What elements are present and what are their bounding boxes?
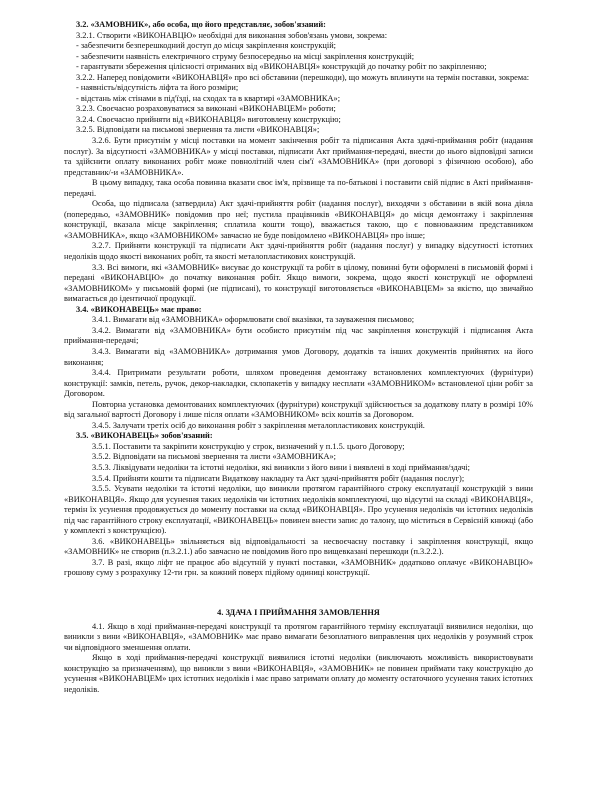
contract-clause: - наявність/відсутність ліфта та його розміри; xyxy=(76,83,239,93)
contract-clause: 3.2.2. Наперед повідомити «ВИКОНАВЦЯ» про всі обставини (перешкоди), що можуть вплинути на термін поставки, зокрема: xyxy=(76,72,530,82)
contract-clause: - забезпечити безперешкодний доступ до місця закріплення конструкцій; xyxy=(76,41,336,51)
contract-clause: - гарантувати збереження цілісності отриманих від «ВИКОНАВЦЯ» конструкцій до початку робіт по закріпленню; xyxy=(76,62,487,72)
contract-clause: 3.7. В разі, якщо ліфт не працює або відсутній у пункті поставки, «ЗАМОВНИК» додатково оплачує «ВИКОНАВЦЮ» грошову суму з розрахунку 12-ти грн. за кожний поверх підйому одиниці конструкції. xyxy=(64,557,533,578)
contract-clause: 3.4. «ВИКОНАВЕЦЬ» має право: xyxy=(76,304,202,314)
section-4-title: 4. ЗДАЧА І ПРИЙМАННЯ ЗАМОВЛЕННЯ xyxy=(217,607,380,617)
contract-clause: 3.4.2. Вимагати від «ЗАМОВНИКА» бути особисто присутнім під час закріплення конструкцій і підписання Акта приймання-передачі; xyxy=(64,325,533,346)
contract-clause: Повторна установка демонтованих комплектуючих (фурнітури) конструкції здійснюється за додаткову плату в розмірі 10% від загальної вартості Договору і лише після оплати «ЗАМОВНИКОМ» всіх коштів за Договором. xyxy=(64,399,533,420)
contract-clause: 3.2.7. Прийняти конструкції та підписати Акт здачі-прийняття робіт (надання послуг) у випадку відсутності істотних недоліків щодо якості виконаних робіт, та якості металопластикових конструкцій. xyxy=(64,241,533,262)
contract-clause: 3.5.4. Прийняти кошти та підписати Видаткову накладну та Акт здачі-прийняття робіт (надання послуг); xyxy=(92,473,465,483)
contract-section-4 xyxy=(64,622,533,696)
contract-clause: Особа, що підписала (затвердила) Акт здачі-прийняття робіт (надання послуг), виходячи з обставини в якій вона діяла (попередньо, «ЗАМОВНИК» повідомив про неї; пустила працівників «ВИКОНАВЦЯ» до місця демонтажу і закріплення конструкції, вказала місце закріплення; сплатила кошти тощо), вважається такою, що є повноважним представником «ЗАМОВНИКА», якщо «ЗАМОВНИКОМ» завчасно не буде повідомлено «ВИКОНАВЦЯ» про інше; xyxy=(64,199,533,240)
contract-clause: 3.3. Всі вимоги, які «ЗАМОВНИК» висуває до конструкції та робіт в цілому, повинні бути оформлені в письмовій формі і передані «ВИКОНАВЦЮ» до початку виконання робіт. Якщо вимоги, зокрема, щодо якості конструкції не оформлені «ЗАМОВНИКОМ» у письмовій формі (не підписані), то конструкції виготовляється «ВИКОНАВЦЕМ» за якістю, що звичайно вимагається до ідентичної продукції. xyxy=(64,262,533,304)
clause-4-1-continued: Якщо в ході приймання-передачі конструкції виявилися істотні недоліки (виключають можливість використовувати конструкцію за призначенням), що виникли з вини «ВИКОНАВЦЯ», «ЗАМОВНИК» не повинен приймати таку конструкцію до усунення «ВИКОНАВЦЕМ» цих істотних недоліків і має право затримати оплату до моменту остаточного усунення таких істотних недоліків. xyxy=(64,653,533,694)
contract-clause: 3.5. «ВИКОНАВЕЦЬ» зобов'язаний: xyxy=(76,431,213,441)
contract-clause: 3.5.3. Ліквідувати недоліки та істотні недоліки, які виникли з його вини і виявлені в ході приймання/здачі; xyxy=(92,462,470,472)
contract-clause: 3.5.1. Поставити та закріпити конструкцію у строк, визначений у п.1.5. цього Договору; xyxy=(92,441,405,451)
contract-clause: 3.2.4. Своєчасно прийняти від «ВИКОНАВЦЯ» виготовлену конструкцію; xyxy=(76,114,341,124)
contract-clause: 3.2.5. Відповідати на письмові звернення та листи «ВИКОНАВЦЯ»; xyxy=(76,125,320,135)
contract-clause: 3.2.6. Бути присутнім у місці поставки на момент закінчення робіт та підписання Акта здачі-приймання робіт (надання послуг). За відсутності «ЗАМОВНИКА» у місці поставки, підписати Акт приймання-передачі, внести до нього відповідні записи та здійснити оплату виконаних робіт може повнолітній член сім'ї «ЗАМОВНИКА» (при договорі з фізичною особою), або представник/-и «ЗАМОВНИКА». xyxy=(64,136,533,177)
contract-section-3 xyxy=(64,20,533,579)
contract-clause: 3.4.4. Притримати результати роботи, шляхом проведення демонтажу встановлених комплектуючих (фурнітури) конструкції: замків, петель, ручок, декор-накладки, склопакетів у випадку несплати «ЗАМОВНИКОМ» встановленої ціни робіт за Договором. xyxy=(64,368,533,399)
contract-clause: 3.5.2. Відповідати на письмові звернення та листи «ЗАМОВНИКА»; xyxy=(92,452,336,462)
contract-clause: В цьому випадку, така особа повинна вказати своє ім'я, прізвище та по-батькові і поставити свій підпис в Акті приймання-передачі. xyxy=(64,178,533,198)
contract-clause: 3.4.3. Вимагати від «ЗАМОВНИКА» дотримання умов Договору, додатків та інших документів прийнятих на його виконання; xyxy=(64,346,533,367)
contract-clause: 3.2. «ЗАМОВНИК», або особа, що його представляє, зобов'язаний: xyxy=(76,20,326,29)
contract-clause: 3.2.3. Своєчасно розраховуватися за виконані «ВИКОНАВЦЕМ» роботи; xyxy=(76,104,336,114)
contract-clause: 3.4.1. Вимагати від «ЗАМОВНИКА» оформлювати свої вказівки, та зауваження письмово; xyxy=(92,315,415,325)
contract-clause: - забезпечити наявність електричного струму безпосередньо на місці закріплення конструкцій; xyxy=(76,51,415,61)
contract-clause: 3.4.5. Залучати третіх осіб до виконання робіт з закріплення металопластикових конструкцій. xyxy=(92,420,425,430)
contract-clause: 3.2.1. Створити «ВИКОНАВЦЮ» необхідні для виконання зобов'язань умови, зокрема: xyxy=(76,30,388,40)
clause-4-1: 4.1. Якщо в ході приймання-передачі конструкції та протягом гарантійного терміну експлуатації виявилися недоліки, що виникли з вини «ВИКОНАВЦЯ», «ЗАМОВНИК» має право вимагати безоплатного виправлення цих недоліків у розумний строк чи відповідного зменшення оплати. xyxy=(64,621,533,652)
contract-clause: - відстань між стінами в під'їзді, на сходах та в квартирі «ЗАМОВНИКА»; xyxy=(76,93,341,103)
contract-clause: 3.6. «ВИКОНАВЕЦЬ» звільняється від відповідальності за несвоєчасну поставку і закріплення конструкції, якщо «ЗАМОВНИК» не створив (п.3.2.1.) або завчасно не повідомив його про вищевказані перешкоди (п.3.2.2.). xyxy=(64,536,533,557)
contract-clause: 3.5.5. Усувати недоліки та істотні недоліки, що виникли протягом гарантійного строку експлуатації конструкцій з вини «ВИКОНАВЦЯ». Якщо для усунення таких недоліків чи істотних недоліків комплектуючі, що відсутні на складі «ВИКОНАВЦЯ», термін їх усунення продовжується до моменту поставки на склад «ВИКОНАВЦЯ». Про усунення недоліків чи істотних недоліків під час гарантійного строку експлуатації, «ВИКОНАВЕЦЬ» повинен внести запис до талону, що міститься в Сервісній книжці (або у комплекті з конструкцією). xyxy=(64,484,533,536)
